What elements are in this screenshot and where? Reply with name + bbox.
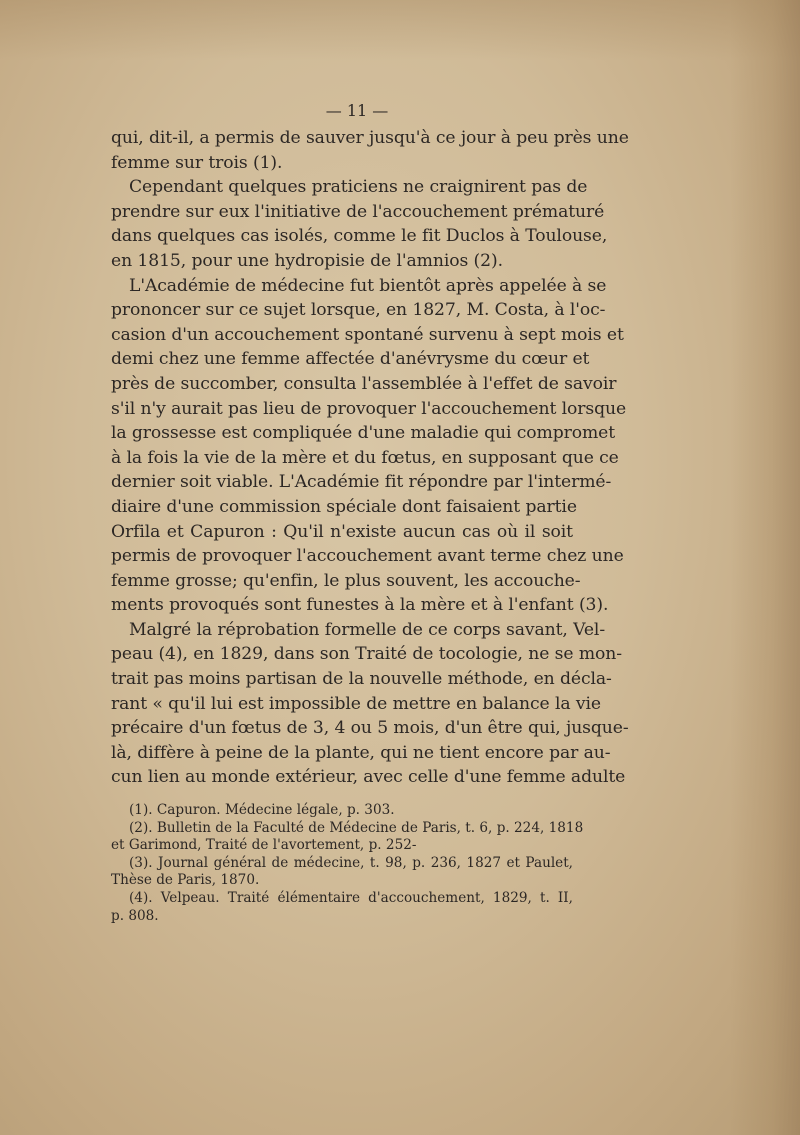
- body-line: femme grosse; qu'enfin, le plus souvent, les accouche-: [111, 570, 581, 591]
- footnote-line: (4). Velpeau. Traité élémentaire d'accouchement, 1829, t. II,: [129, 890, 573, 906]
- body-line: près de succomber, consulta l'assemblée à l'effet de savoir: [111, 373, 617, 394]
- body-line: la grossesse est compliquée d'une maladie qui compromet: [111, 423, 616, 444]
- body-line: dans quelques cas isolés, comme le fit Duclos à Toulouse,: [111, 226, 608, 247]
- text-block: [111, 100, 629, 925]
- body-line: rant « qu'il lui est impossible de mettre en balance la vie: [111, 693, 601, 714]
- body-line: demi chez une femme affectée d'anévrysme du cœur et: [111, 349, 590, 370]
- body-line: casion d'un accouchement spontané survenu à sept mois et: [111, 324, 624, 345]
- body-line: peau (4), en 1829, dans son Traité de tocologie, ne se mon-: [111, 644, 622, 665]
- body-line: en 1815, pour une hydropisie de l'amnios (2).: [111, 250, 503, 271]
- page-shadow-top: [0, 0, 800, 60]
- body-line: précaire d'un fœtus de 3, 4 ou 5 mois, d'un être qui, jusque-: [111, 718, 629, 739]
- body-line: prendre sur eux l'initiative de l'accouchement prématuré: [111, 201, 605, 222]
- body-line: Cependant quelques praticiens ne craignirent pas de: [129, 177, 588, 198]
- footnote-line: (3). Journal général de médecine, t. 98, p. 236, 1827 et Paulet,: [129, 854, 573, 871]
- body-line: permis de provoquer l'accouchement avant terme chez une: [111, 546, 624, 567]
- page-shadow-right: [730, 0, 800, 1135]
- body-line: là, diffère à peine de la plante, qui ne tient encore par au-: [111, 742, 611, 763]
- body-text: [111, 126, 629, 790]
- footnote-line: (1). Capuron. Médecine légale, p. 303.: [129, 802, 395, 819]
- body-line: femme sur trois (1).: [111, 152, 283, 173]
- body-line: qui, dit-il, a permis de sauver jusqu'à ce jour à peu près une: [111, 128, 629, 148]
- body-line: L'Académie de médecine fut bientôt après appelée à se: [129, 275, 607, 296]
- footnote-line: et Garimond, Traité de l'avortement, p. 252-: [111, 837, 417, 854]
- body-line: ments provoqués sont funestes à la mère et à l'enfant (3).: [111, 595, 609, 616]
- body-line: s'il n'y aurait pas lieu de provoquer l'accouchement lorsque: [111, 398, 627, 419]
- footnote-line: (2). Bulletin de la Faculté de Médecine de Paris, t. 6, p. 224, 1818: [129, 819, 584, 836]
- body-line: dernier soit viable. L'Académie fit répondre par l'intermé-: [111, 472, 612, 493]
- body-line: Orfila et Capuron : Qu'il n'existe aucun cas où il soit: [111, 521, 573, 542]
- body-line: Malgré la réprobation formelle de ce corps savant, Vel-: [129, 619, 606, 640]
- footnote-line: p. 808.: [111, 907, 159, 924]
- footnote-line: Thèse de Paris, 1870.: [111, 872, 260, 889]
- footnotes: [111, 802, 584, 925]
- body-line: cun lien au monde extérieur, avec celle d'une femme adulte: [111, 767, 626, 788]
- body-line: trait pas moins partisan de la nouvelle méthode, en décla-: [111, 669, 612, 690]
- body-line: prononcer sur ce sujet lorsque, en 1827, M. Costa, à l'oc-: [111, 300, 606, 321]
- body-line: diaire d'une commission spéciale dont faisaient partie: [111, 496, 577, 517]
- page-number: — 11 —: [325, 101, 389, 120]
- body-line: à la fois la vie de la mère et du fœtus, en supposant que ce: [111, 447, 619, 468]
